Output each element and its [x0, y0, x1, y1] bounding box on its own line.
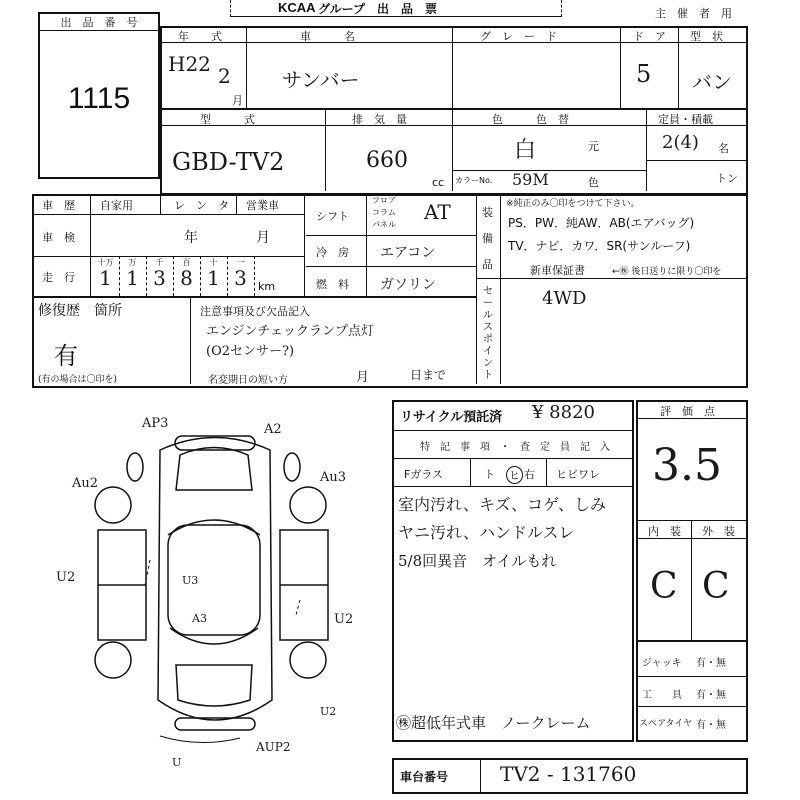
wheel-front-right: [290, 487, 326, 523]
color-label: 色 色 替: [492, 113, 569, 126]
car-name-value: サンバー: [282, 68, 360, 92]
shift-label: シフト: [316, 210, 349, 223]
capacity-unit: 名: [718, 142, 729, 155]
damage-mark-ap3: AP3: [142, 416, 169, 431]
car-windshield: [168, 520, 260, 535]
car-body-outline: [158, 438, 272, 721]
car-trunk: [176, 665, 252, 706]
displacement-value: 660: [366, 148, 408, 173]
deadline-day: 日まで: [410, 368, 447, 382]
color-no-label: カラーNo.: [455, 176, 493, 185]
mileage-unit: km: [258, 280, 276, 293]
month-unit: 月: [232, 94, 243, 107]
special-line4: ㊑超低年式車 ノークレーム: [396, 714, 591, 732]
wheel-rear-right: [290, 642, 326, 678]
capacity-label: 定員・積載: [658, 113, 713, 126]
tools-label: 工 具: [642, 690, 682, 701]
displacement-label: 排 気 量: [352, 113, 407, 126]
mileage-digit-label: 十万: [97, 258, 114, 267]
chassis-value: TV2 - 131760: [500, 762, 637, 786]
mileage-digit-label: 一: [236, 258, 245, 267]
equipment-line1: PS．PW．純AW．AB(エアバッグ): [508, 216, 695, 230]
warranty-label: 新車保証書: [530, 264, 585, 277]
car-hood: [176, 448, 252, 491]
notes-label: 注意事項及び欠品記入: [200, 305, 310, 318]
damage-mark-au2: Au2: [72, 476, 99, 491]
windshield-opt-to: ト: [484, 468, 495, 481]
car-rear-window: [170, 628, 258, 644]
body-type-value: バン: [692, 70, 732, 94]
lot-number-label: 出 品 番 号: [40, 14, 158, 31]
wheel-rear-left: [95, 642, 131, 678]
year-value: H22: [168, 52, 211, 76]
mileage-digit-label: 百: [182, 258, 191, 267]
windshield-label: Fガラス: [404, 468, 443, 481]
color-value: 白: [514, 138, 537, 163]
special-notes-label: 特 記 事 項 ・ 査 定 員 記 入: [420, 442, 610, 453]
repair-history-value: 有: [54, 342, 78, 370]
mileage-digit-label: 万: [128, 258, 137, 267]
lot-number: 1115: [67, 82, 131, 115]
mileage-digit: 3: [234, 266, 247, 290]
title-text: グループ 出 品 票: [318, 2, 438, 16]
mileage-label: 走 行: [42, 271, 75, 284]
rating-value: 3.5: [652, 440, 722, 491]
shift-opt-panel: パネル: [372, 220, 396, 229]
tools-value: 有・無: [696, 690, 726, 701]
mileage-digit: 8: [180, 266, 193, 290]
notes-line1: エンジンチェックランプ点灯: [206, 324, 374, 339]
warranty-note: ←㊑ 後日送りに限り〇印を: [612, 267, 722, 277]
color-unit: 色: [588, 176, 599, 189]
mileage-digit: 1: [99, 266, 112, 290]
jack-value: 有・無: [696, 658, 726, 669]
mileage-digit-label: 十: [209, 258, 218, 267]
sales-point-value: 4WD: [542, 288, 587, 309]
history-opt-private: 自家用: [100, 199, 133, 212]
jack-label: ジャッキ: [642, 658, 682, 669]
inspection-month-unit: 月: [256, 230, 270, 246]
recycle-value: ¥ 8820: [532, 402, 595, 423]
notes-line2: (O2センサー?): [206, 344, 295, 359]
damage-mark-aup2: AUP2: [256, 740, 291, 754]
organizer-label: 主 催 者 用: [655, 7, 732, 20]
shift-opt-column: コラム: [372, 208, 396, 217]
ac-value: エアコン: [380, 245, 436, 261]
damage-mark-u2-right: U2: [334, 612, 354, 627]
equipment-note: ※純正のみ〇印をつけて下さい。: [506, 199, 640, 209]
mileage-digit: 1: [207, 266, 220, 290]
chassis-label: 車台番号: [400, 770, 449, 784]
left-mirror: [127, 453, 143, 481]
ton-unit: トン: [716, 172, 738, 185]
windshield-crack: ヒビワレ: [556, 468, 600, 481]
year-label: 年 式: [178, 30, 222, 43]
interior-label: 内 装: [648, 525, 681, 538]
doors-label: ド ア: [633, 30, 666, 43]
grade-label: グ レ ー ド: [480, 30, 557, 43]
capacity-value: 2(4): [662, 132, 699, 153]
damage-mark-u3-center: U3: [182, 574, 199, 587]
fuel-label: 燃 料: [316, 278, 349, 291]
damage-mark-u2-left: U2: [56, 570, 76, 585]
equipment-line2: TV．ナビ．カワ．SR(サンルーフ): [508, 239, 691, 253]
deadline-label: 名変期日の短い方: [208, 375, 288, 386]
repair-footnote: (有の場合は〇印を): [38, 375, 118, 385]
damage-mark-u2-rear: U2: [320, 705, 337, 718]
special-line1: 室内汚れ、キズ、コゲ、しみ: [398, 495, 607, 514]
windshield-opt-hi: ヒ: [506, 466, 523, 484]
color-original: 元: [588, 140, 599, 153]
interior-value: C: [650, 566, 678, 607]
right-mirror: [284, 453, 300, 481]
ac-label: 冷 房: [316, 246, 349, 259]
mileage-digit-label: 千: [155, 258, 164, 267]
repair-history-label: 修復歴 箇所: [38, 303, 122, 319]
equipment-label: 装備品: [482, 206, 493, 271]
title-logo: KCAA: [278, 0, 316, 15]
exterior-value: C: [702, 566, 730, 607]
windshield-opt-right: 右: [524, 468, 535, 481]
displacement-unit: cc: [432, 176, 445, 189]
history-opt-commercial: 営業車: [246, 199, 279, 212]
damage-mark-a2-front: A2: [264, 422, 282, 437]
inspection-label: 車 検: [42, 231, 75, 244]
special-line2: ヤニ汚れ、ハンドルスレ: [398, 523, 575, 542]
mileage-digit: 1: [126, 266, 139, 290]
damage-mark-u-bottom: U: [172, 756, 182, 769]
inspection-year-unit: 年: [184, 230, 198, 246]
spare-tire-label: スペアタイヤ: [639, 719, 693, 729]
history-opt-rental: レ ン タ: [174, 199, 229, 212]
history-label: 車 歴: [42, 199, 75, 212]
exterior-label: 外 装: [702, 525, 735, 538]
wheel-front-left: [95, 487, 131, 523]
special-line3: 5/8回異音 オイルもれ: [398, 552, 557, 570]
recycle-label: リサイクル預託済: [400, 410, 503, 425]
shift-opt-floor: フロア: [372, 196, 396, 205]
damage-mark-a3-center: A3: [192, 612, 207, 625]
month-value: 2: [218, 64, 231, 88]
model-label: 型 式: [200, 113, 255, 126]
shift-value: AT: [424, 200, 451, 224]
color-no-value: 59M: [512, 170, 549, 189]
spare-tire-value: 有・無: [696, 720, 726, 731]
fuel-value: ガソリン: [380, 277, 436, 293]
model-value: GBD-TV2: [172, 148, 285, 176]
car-name-label: 車 名: [300, 30, 355, 43]
doors-value: 5: [636, 60, 652, 88]
damage-mark-au3: Au3: [320, 470, 347, 485]
body-type-label: 型 状: [690, 30, 723, 43]
deadline-month: 月: [356, 370, 370, 385]
mileage-digit: 3: [153, 266, 166, 290]
sales-point-label: セールスポイント: [483, 286, 493, 381]
rating-label: 評 価 点: [660, 405, 715, 418]
